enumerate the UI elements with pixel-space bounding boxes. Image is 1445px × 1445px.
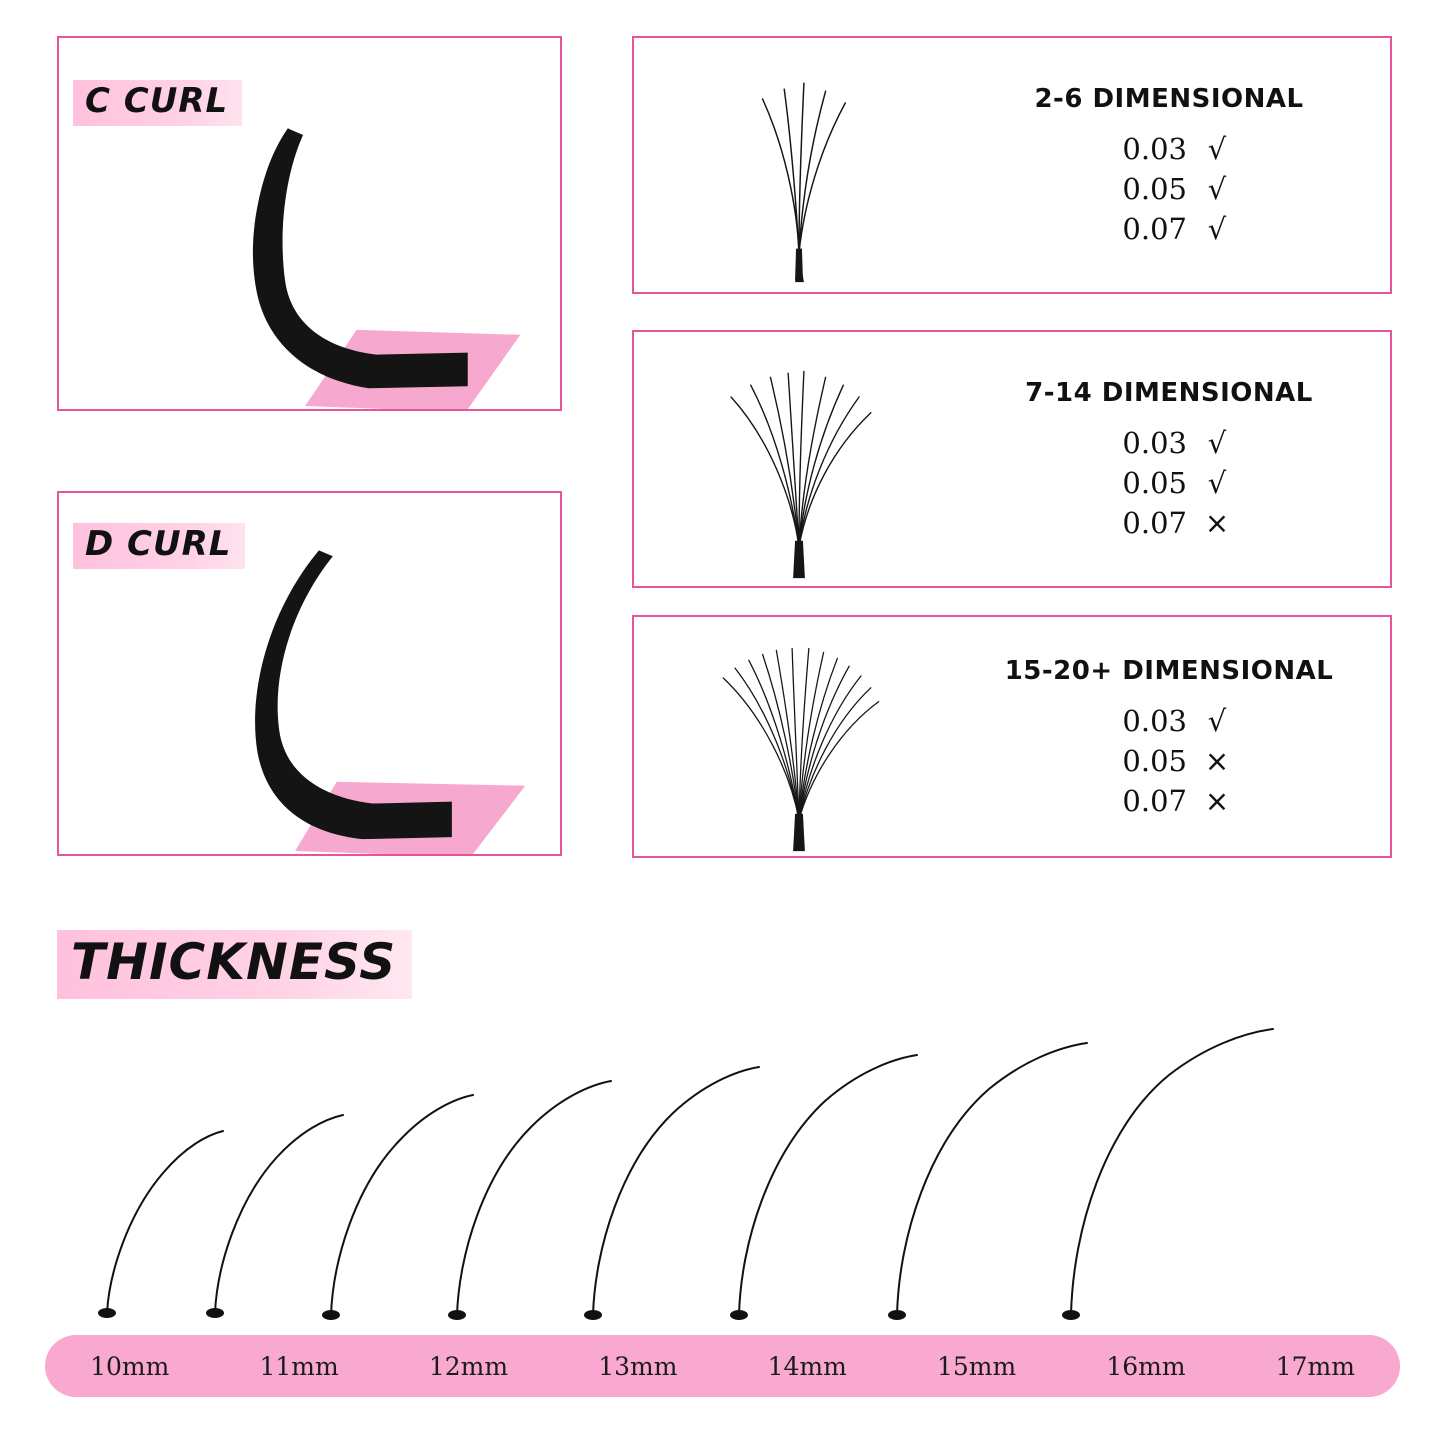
dimensional-info-15-20 xyxy=(964,656,1390,818)
fan-illustration-15-20 xyxy=(634,617,964,856)
c-curl-label: C CURL xyxy=(73,80,242,126)
length-item: 17mm xyxy=(1275,1351,1355,1381)
spec-mark: × xyxy=(1204,506,1230,540)
length-item: 10mm xyxy=(90,1351,170,1381)
spec-mark: √ xyxy=(1207,212,1227,246)
dimensional-card-15-20 xyxy=(632,615,1392,858)
spec-value: 0.03 xyxy=(1122,426,1187,460)
spec-row xyxy=(1091,744,1247,778)
spec-mark: √ xyxy=(1207,132,1227,166)
spec-value: 0.05 xyxy=(1122,743,1187,778)
d-curl-panel xyxy=(57,491,562,856)
dimensional-title: 7-14 DIMENSIONAL xyxy=(1025,378,1313,408)
length-scale-bar xyxy=(45,1335,1400,1397)
spec-row xyxy=(1091,784,1247,818)
dimensional-card-7-14 xyxy=(632,330,1392,588)
spec-list xyxy=(1091,132,1247,246)
spec-row xyxy=(1091,212,1247,246)
spec-value: 0.07 xyxy=(1122,506,1187,540)
spec-mark: × xyxy=(1204,743,1230,778)
dimensional-info-7-14 xyxy=(964,378,1390,540)
fan-illustration-7-14 xyxy=(634,332,964,586)
lash-length-illustration xyxy=(45,975,1400,1325)
spec-value: 0.03 xyxy=(1122,703,1187,738)
spec-mark: √ xyxy=(1207,466,1227,500)
c-curl-panel xyxy=(57,36,562,411)
thickness-label: THICKNESS xyxy=(57,930,412,999)
spec-row xyxy=(1091,466,1247,500)
spec-value: 0.07 xyxy=(1122,783,1187,818)
spec-list xyxy=(1091,704,1247,818)
spec-row xyxy=(1091,506,1247,540)
spec-mark: √ xyxy=(1207,426,1227,460)
length-item: 14mm xyxy=(767,1351,847,1381)
length-item: 15mm xyxy=(936,1351,1017,1381)
length-item: 12mm xyxy=(428,1351,509,1381)
length-item: 11mm xyxy=(259,1351,339,1381)
spec-row xyxy=(1091,426,1247,460)
dimensional-card-2-6 xyxy=(632,36,1392,294)
spec-mark: × xyxy=(1204,783,1230,818)
spec-mark: √ xyxy=(1207,172,1227,206)
spec-row xyxy=(1091,132,1247,166)
length-item: 16mm xyxy=(1106,1351,1186,1381)
spec-value: 0.03 xyxy=(1122,132,1187,166)
dimensional-title: 2-6 DIMENSIONAL xyxy=(1034,84,1304,114)
length-item: 13mm xyxy=(598,1351,678,1381)
spec-value: 0.05 xyxy=(1122,466,1187,500)
spec-row xyxy=(1091,172,1247,206)
spec-value: 0.05 xyxy=(1122,172,1187,206)
spec-list xyxy=(1091,426,1247,540)
dimensional-title: 15-20+ DIMENSIONAL xyxy=(1004,655,1334,686)
fan-illustration-2-6 xyxy=(634,38,964,292)
spec-value: 0.07 xyxy=(1122,212,1187,246)
spec-mark: √ xyxy=(1207,703,1227,738)
d-curl-label: D CURL xyxy=(73,523,245,569)
spec-row xyxy=(1091,704,1247,738)
dimensional-info-2-6 xyxy=(964,84,1390,246)
